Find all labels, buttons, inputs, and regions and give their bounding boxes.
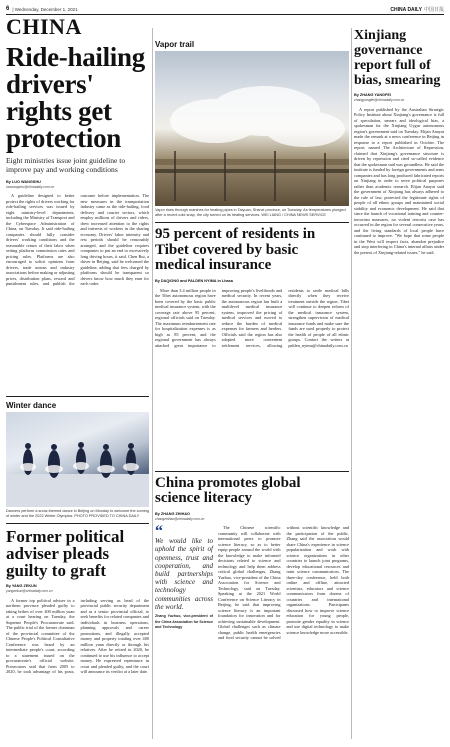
ride-hailing-byline: By LUO WANGSHU	[6, 179, 41, 184]
pull-quote	[155, 527, 213, 630]
xinjiang-body	[354, 107, 444, 717]
ride-hailing-paragraph: A guideline designed to better protect the rights of drivers working for ride-hailing services was issued by eight ministry-level departments, including the Ministry of Transport and the Cyberspace Administration of China, on Tuesday. It said ride-hailing companies should fully consider drivers' working conditions and the reasonable return of their labor when setting platform commission rates and pricing rules. Platforms are also encouraged to solicit opinions from drivers, trade unions and industry associations before making or adjusting prices, distribution plans, reward and punishment rules, and publish the outcome before implementation. The new measures in the transportation industry came as the ride-hailing, food delivery and courier sectors, which employ millions of drivers and riders, drew increased attention to the rights and interests of workers in the sharing economy. Drivers' labor intensity and rest periods should be reasonably arranged, and the guideline requires companies to put an end to excessively long driving hours, it said. Chen Rui, a driver in Beijing, said he welcomed the guideline, adding that fees charged by platforms should be transparent so drivers know how much they earn for each order.	[6, 193, 149, 287]
tibet-paragraph: More than 3.4 million people in the Tibet autonomous region have been covered by the basic public medical insurance system, with the coverage rate above 95 percent, regional officials said on Tuesday. The maximum reimbursement rate for hospitalization expenses is as high as 85 percent, and the regional government has always attached great importance to improving people's livelihoods and medical security. In recent years, the autonomous region has built a multilevel medical insurance system, improved the pricing of medical services and moved to reduce the burden of medical expenses for farmers and herders. Officials said the region has also adopted more convenient settlement services, allowing residents to settle medical bills directly when they receive treatment outside the region. Tibet will continue to deepen reform of the medical insurance system, strengthen supervision of medical insurance funds and make sure the funds are used properly to protect the health of people of all ethnic groups. Contact the writers at palden_nyima@chinadaily.com.cn	[155, 287, 349, 348]
science-headline[interactable]: China promotes global science literacy	[155, 474, 301, 507]
quote-mark-icon: “	[155, 525, 163, 541]
brand-name: CHINA DAILY	[390, 6, 422, 13]
science-body	[155, 525, 349, 740]
xinjiang-headline[interactable]: Xinjiang governance report full of bias, smearing	[354, 28, 441, 88]
section-title: CHINA	[6, 14, 82, 39]
science-email[interactable]: zhangzhihao@chinadaily.com.cn	[155, 516, 205, 521]
advisor-email[interactable]: yangzekun@chinadaily.com.cn	[6, 589, 53, 594]
right-column	[354, 28, 444, 740]
advisor-byline: By YANG ZEKUN	[6, 584, 37, 589]
masthead	[6, 4, 444, 14]
science-byline: By ZHANG ZHIHAO	[155, 511, 191, 516]
tibet-byline: By DAQIONG and PALDEN NYIMA in Lhasa	[155, 278, 233, 283]
divider	[155, 471, 349, 472]
middle-column	[155, 40, 349, 740]
vapor-trail-photo	[155, 51, 349, 206]
column-divider	[351, 28, 352, 739]
divider	[6, 396, 149, 397]
winter-dance-photo	[6, 412, 149, 507]
vapor-trail-label: Vapor trail	[155, 40, 195, 49]
science-columns	[218, 525, 349, 641]
left-column	[6, 44, 149, 739]
pull-quote-attribution: Zhang Yuzhuo, vice-president of the China Association for Science and Technology	[155, 614, 213, 630]
tibet-headline[interactable]: 95 percent of residents in Tibet covered by basic medical insurance	[155, 226, 316, 274]
ride-hailing-deck: Eight ministries issue joint guideline to improve pay and working conditions	[6, 156, 126, 174]
ride-hailing-headline[interactable]: Ride-hailing drivers' rights get protection	[6, 44, 145, 153]
divider	[6, 523, 149, 524]
brand-cn: 中国日报	[423, 6, 444, 13]
xinjiang-paragraph: A report published by the Australian Strategic Policy Institute about Xinjiang's governance is full of speculation, smears and ideological bias, a spokesman for the Xinjiang Uygur autonomous region's government said on Tuesday. Elijan Anayat made the remark at a news conference in Beijing in response to a report published in October. The report, named The Architecture of Repression, claimed that Xinjiang's governance structure is driven by repression and cited so-called evidence that the spokesman said was groundless. He said the institute is funded by foreign governments and arms companies and has long produced fabricated reports on Xinjiang in order to serve political purposes rather than academic research. Elijan Anayat said the government of Xinjiang has always adhered to the rule of law, protected the legitimate rights of people of all ethnic groups and maintained social stability and economic development. He said that since the launch of vocational training and counter-terrorism measures, no violent terrorist case has occurred in the region for several consecutive years, and the living standards of local people have continued to improve. "We hope that some people in the West will respect facts, abandon prejudice and stop interfering in China's internal affairs under the pretext of Xinjiang-related issues," he said.	[354, 106, 444, 255]
vapor-trail-caption: Vapor rises through marshes for heating pipes in Taiyuan, Shanxi province, on Tuesday. As temperatures plunged after a recent cold snap, the city turned on its heating services. WEI LIANG / CHINA NEWS SERVICE	[155, 208, 346, 217]
column-divider	[152, 28, 153, 739]
issue-date: | Wednesday, December 1, 2021	[12, 6, 78, 12]
advisor-paragraph: A former top political adviser in a northern province pleaded guilty to taking bribes of over 400 million yuan at a court hearing on Tuesday, the Supreme People's Procuratorate said. The public trial of the former chairman of the provincial committee of the Chinese People's Political Consultative Conference was heard by an intermediate people's court, according to a statement issued on the procuratorate's official website. Prosecutors said that from 2005 to 2020, he took advantage of his posts, including serving as head of the provincial public security department and as a senior provincial official, to seek benefits for related companies and individuals in business operations, planning approvals and career promotions, and illegally accepted money and property totaling over 400 million yuan directly or through his relatives. After he retired in 2020, he continued to use his influence to accept money. He expressed repentance in court and pleaded guilty, and the court will announce its verdict at a later date.	[6, 597, 149, 675]
xinjiang-email[interactable]: zhangyangfei@chinadaily.com.cn	[354, 98, 405, 102]
xinjiang-byline: By ZHANG YANGFEI	[354, 93, 391, 97]
tibet-body	[155, 288, 349, 466]
advisor-body	[6, 598, 149, 739]
science-paragraph: The Chinese scientific community will collaborate with international peers to promote science literacy, so as to better equip people around the world with the knowledge to make informed decisions related to science and technology and help them address critical global challenges, Zhang Yuzhuo, vice-president of the China Association for Science and Technology, said on Tuesday. Speaking at the 2021 World Conference on Science Literacy in Beijing, he said that improving science literacy is an important foundation for innovation and for achieving sustainable development. Global challenges such as climate change, public health emergencies and food security cannot be solved without scientific knowledge and the participation of the public. Zhang said the association would share China's experience in science popularization and work with science organizations in other countries to launch joint programs, develop educational resources and train science communicators. The three-day conference, held both online and offline, attracted scientists, educators and science communicators from dozens of countries and international organizations. Participants discussed how to improve science education for young people, promote gender equality in science and use digital technology to make science knowledge more accessible.	[218, 525, 349, 641]
page-number: 6	[6, 6, 10, 12]
advisor-headline[interactable]: Former political adviser pleads guilty to graft	[6, 527, 125, 581]
pull-quote-text: We would like to uphold the spirit of openness, trust and cooperation, and build partnerships with science and technology communities across the world.	[155, 537, 213, 611]
brand	[390, 6, 444, 13]
dancers-image	[6, 412, 149, 507]
winter-dance-label: Winter dance	[6, 401, 57, 411]
divider	[155, 222, 349, 223]
winter-dance-caption: Dancers perform a snow-themed dance in Beijing on Monday to welcome the coming of winter and the 2022 Winter Olympics. PHOTO PROVIDED TO CHINA DAILY	[6, 509, 149, 518]
vapor-image	[155, 51, 349, 206]
ride-hailing-email[interactable]: luowangshu@chinadaily.com.cn	[6, 184, 55, 189]
ride-hailing-body	[6, 193, 149, 391]
